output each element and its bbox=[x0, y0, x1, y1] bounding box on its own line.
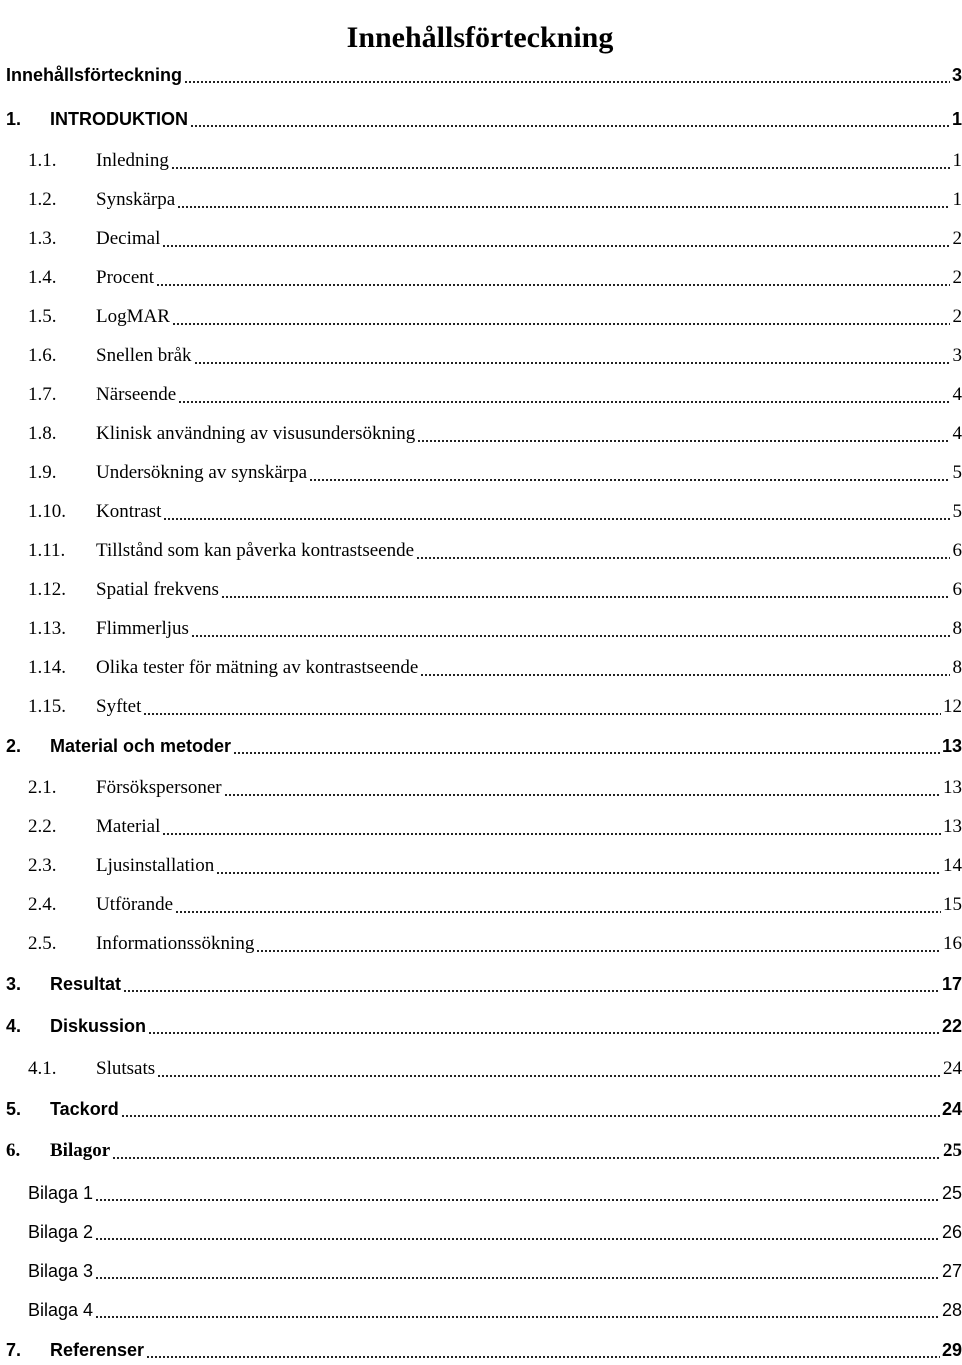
dot-leader bbox=[95, 1238, 940, 1240]
toc-entry-text bbox=[28, 150, 169, 176]
toc-entry-page-number: 1 bbox=[951, 109, 962, 129]
toc-entry[interactable] bbox=[0, 382, 962, 410]
toc-entry-number: 7. bbox=[6, 1340, 22, 1360]
toc-entry-label: Närseende bbox=[96, 384, 177, 405]
toc-entry-label: Bilagor bbox=[50, 1140, 111, 1161]
toc-entry-number: 6. bbox=[6, 1140, 21, 1161]
toc-entry-page-number: 27 bbox=[941, 1261, 962, 1281]
toc-entry-text bbox=[28, 696, 141, 722]
dot-leader bbox=[224, 794, 941, 796]
toc-entry-page-number: 13 bbox=[943, 816, 962, 837]
dot-leader bbox=[177, 206, 950, 208]
toc-entry-label: Material och metoder bbox=[50, 736, 232, 756]
toc-entry-number: 4.1. bbox=[28, 1058, 57, 1079]
toc-entry-text bbox=[28, 501, 161, 527]
toc-entry-page-number: 2 bbox=[952, 306, 962, 327]
toc-entry[interactable] bbox=[0, 343, 962, 371]
toc-entry[interactable] bbox=[0, 577, 962, 605]
toc-entry-label: Resultat bbox=[50, 974, 122, 994]
toc-entry-label: Informationssökning bbox=[96, 933, 255, 954]
toc-entry-text bbox=[28, 1300, 93, 1325]
toc-entry-label: Decimal bbox=[96, 228, 161, 249]
toc-entry-number: 1.12. bbox=[28, 579, 66, 600]
toc-entry-number: 1.3. bbox=[28, 228, 57, 249]
toc-entry[interactable] bbox=[0, 775, 962, 803]
toc-entry-number: 4. bbox=[6, 1016, 22, 1036]
toc-entry-number: 2.5. bbox=[28, 933, 57, 954]
toc-entry[interactable] bbox=[0, 1219, 962, 1247]
dot-leader bbox=[190, 125, 950, 127]
toc-entry-page-number: 8 bbox=[952, 657, 962, 678]
toc-entry[interactable] bbox=[0, 733, 962, 761]
toc-entry-label: Bilaga 1 bbox=[28, 1183, 94, 1203]
toc-entry-text bbox=[28, 384, 176, 410]
dot-leader bbox=[95, 1316, 940, 1318]
dot-leader bbox=[162, 245, 950, 247]
toc-entry-text bbox=[28, 657, 418, 683]
toc-entry-number: 2. bbox=[6, 736, 22, 756]
toc-entry-text bbox=[28, 1058, 155, 1084]
toc-entry-page-number: 2 bbox=[952, 228, 962, 249]
toc-entry-page-number: 5 bbox=[952, 462, 962, 483]
toc-entry[interactable] bbox=[0, 971, 962, 999]
toc-entry-text bbox=[28, 345, 192, 371]
dot-leader bbox=[95, 1199, 940, 1201]
dot-leader bbox=[194, 362, 950, 364]
toc-entry-page-number: 16 bbox=[943, 933, 962, 954]
toc-entry-number: 1.14. bbox=[28, 657, 66, 678]
toc-entry-page-number: 24 bbox=[943, 1058, 962, 1079]
dot-leader bbox=[178, 401, 950, 403]
dot-leader bbox=[221, 596, 950, 598]
toc-entry[interactable] bbox=[0, 62, 962, 90]
toc-entry[interactable] bbox=[0, 1096, 962, 1124]
toc-entry-page-number: 6 bbox=[952, 579, 962, 600]
toc-entry[interactable] bbox=[0, 1297, 962, 1325]
toc-entry-label: Ljusinstallation bbox=[96, 855, 215, 876]
toc-entry-label: Kontrast bbox=[96, 501, 162, 522]
toc-entry-page-number: 14 bbox=[943, 855, 962, 876]
toc-entry-text bbox=[28, 777, 222, 803]
toc-entry-page-number: 25 bbox=[943, 1140, 962, 1161]
toc-entry-text bbox=[28, 462, 307, 488]
toc-entry-page-number: 15 bbox=[943, 894, 962, 915]
toc-entry-page-number: 22 bbox=[941, 1016, 962, 1036]
toc-entry-number: 1.10. bbox=[28, 501, 66, 522]
toc-entry-text bbox=[6, 974, 121, 999]
toc-entry-label: Slutsats bbox=[96, 1058, 156, 1079]
toc-entry-label: LogMAR bbox=[96, 306, 170, 327]
toc-entry-label: Procent bbox=[96, 267, 155, 288]
toc-entry-text bbox=[28, 618, 189, 644]
toc-entry-page-number: 29 bbox=[941, 1340, 962, 1360]
toc-entry-label: Tillstånd som kan påverka kontrastseende bbox=[96, 540, 415, 561]
toc-entry-label: Flimmerljus bbox=[96, 618, 189, 639]
toc-entry-number: 1.13. bbox=[28, 618, 66, 639]
toc-entry-page-number: 8 bbox=[952, 618, 962, 639]
toc-entry-label: Klinisk användning av visusundersökning bbox=[96, 423, 416, 444]
toc-entry-number: 3. bbox=[6, 974, 22, 994]
dot-leader bbox=[112, 1157, 941, 1159]
toc-entry[interactable] bbox=[0, 1013, 962, 1041]
toc-entry-number: 1.8. bbox=[28, 423, 57, 444]
toc-entry-number: 5. bbox=[6, 1099, 22, 1119]
toc-entry[interactable] bbox=[0, 892, 962, 920]
toc-entry-page-number: 3 bbox=[951, 65, 962, 85]
toc-entry-label: Diskussion bbox=[50, 1016, 147, 1036]
toc-entry-number: 2.4. bbox=[28, 894, 57, 915]
toc-entry-number: 2.2. bbox=[28, 816, 57, 837]
toc-entry-label: Bilaga 4 bbox=[28, 1300, 94, 1320]
toc-entry[interactable] bbox=[0, 304, 962, 332]
dot-leader bbox=[148, 1032, 940, 1034]
dot-leader bbox=[143, 713, 941, 715]
toc-entry-text bbox=[28, 1183, 93, 1208]
dot-leader bbox=[123, 990, 940, 992]
toc-entry-text bbox=[6, 1340, 144, 1365]
toc-entry-text bbox=[28, 1261, 93, 1286]
toc-entry-page-number: 3 bbox=[952, 345, 962, 366]
toc-entry-number: 1.1. bbox=[28, 150, 57, 171]
dot-leader bbox=[309, 479, 950, 481]
toc-entry[interactable] bbox=[0, 460, 962, 488]
toc-entry[interactable] bbox=[0, 1258, 962, 1286]
toc-entry[interactable] bbox=[0, 148, 962, 176]
toc-entry[interactable] bbox=[0, 1138, 962, 1166]
dot-leader bbox=[233, 752, 940, 754]
toc-entry-label: Spatial frekvens bbox=[96, 579, 219, 600]
toc-entry-label: INTRODUKTION bbox=[50, 109, 188, 129]
toc-entry-label: Tackord bbox=[50, 1099, 119, 1119]
toc-entry-number: 1. bbox=[6, 109, 22, 129]
dot-leader bbox=[163, 518, 950, 520]
toc-entry-page-number: 26 bbox=[941, 1222, 962, 1242]
toc-entry[interactable] bbox=[0, 421, 962, 449]
toc-entry-page-number: 5 bbox=[952, 501, 962, 522]
toc-entry-label: Bilaga 2 bbox=[28, 1222, 94, 1242]
toc-entry-text bbox=[28, 894, 173, 920]
toc-entry-page-number: 1 bbox=[952, 189, 962, 210]
dot-leader bbox=[256, 950, 941, 952]
dot-leader bbox=[171, 167, 950, 169]
toc-entry-text bbox=[6, 736, 231, 761]
toc-entry-page-number: 24 bbox=[941, 1099, 962, 1119]
toc-entry-label: Undersökning av synskärpa bbox=[96, 462, 308, 483]
toc-entry-text bbox=[28, 423, 415, 449]
toc-entry-label: Referenser bbox=[50, 1340, 145, 1360]
toc-entry-number: 1.7. bbox=[28, 384, 57, 405]
toc-entry-page-number: 25 bbox=[941, 1183, 962, 1203]
toc-entry-label: Bilaga 3 bbox=[28, 1261, 94, 1281]
toc-entry-page-number: 28 bbox=[941, 1300, 962, 1320]
dot-leader bbox=[146, 1356, 940, 1358]
toc-entry-text bbox=[28, 540, 414, 566]
toc-entry-page-number: 17 bbox=[941, 974, 962, 994]
toc-entry-text bbox=[28, 855, 214, 881]
toc-entry-label: Syftet bbox=[96, 696, 142, 717]
toc-entry[interactable] bbox=[0, 265, 962, 293]
toc-entry-text bbox=[6, 1016, 146, 1041]
dot-leader bbox=[162, 833, 941, 835]
dot-leader bbox=[172, 323, 950, 325]
toc-entry[interactable] bbox=[0, 814, 962, 842]
dot-leader bbox=[417, 440, 950, 442]
page-title: Innehållsförteckning bbox=[346, 21, 614, 55]
dot-leader bbox=[191, 635, 950, 637]
dot-leader bbox=[216, 872, 941, 874]
toc-entry-text bbox=[6, 1140, 110, 1166]
dot-leader bbox=[420, 674, 950, 676]
dot-leader bbox=[157, 1075, 941, 1077]
toc-entry-text bbox=[6, 65, 182, 90]
toc-entry-label: Försökspersoner bbox=[96, 777, 222, 798]
toc-entry[interactable] bbox=[0, 538, 962, 566]
toc-entry-page-number: 12 bbox=[943, 696, 962, 717]
toc-entry-number: 2.1. bbox=[28, 777, 57, 798]
toc-entry-label: Innehållsförteckning bbox=[6, 65, 183, 85]
toc-entry-text bbox=[28, 267, 154, 293]
toc-entry-text bbox=[28, 228, 160, 254]
toc-entry-label: Snellen bråk bbox=[96, 345, 192, 366]
dot-leader bbox=[416, 557, 950, 559]
toc-entry-text bbox=[28, 189, 175, 215]
toc-entry[interactable] bbox=[0, 499, 962, 527]
dot-leader bbox=[121, 1115, 940, 1117]
toc-entry[interactable] bbox=[0, 931, 962, 959]
toc-entry[interactable] bbox=[0, 1180, 962, 1208]
toc-entry-page-number: 6 bbox=[952, 540, 962, 561]
dot-leader bbox=[156, 284, 950, 286]
toc-entry-label: Synskärpa bbox=[96, 189, 176, 210]
toc-entry-number: 1.4. bbox=[28, 267, 57, 288]
toc-entry-number: 1.15. bbox=[28, 696, 66, 717]
toc-entry-label: Utförande bbox=[96, 894, 174, 915]
toc-entry[interactable] bbox=[0, 1337, 962, 1365]
toc-entry[interactable] bbox=[0, 226, 962, 254]
toc-entry-page-number: 4 bbox=[952, 384, 962, 405]
toc-entry[interactable] bbox=[0, 616, 962, 644]
toc-entry-page-number: 13 bbox=[941, 736, 962, 756]
toc-entry[interactable] bbox=[0, 187, 962, 215]
toc-entry-number: 2.3. bbox=[28, 855, 57, 876]
toc-entry[interactable] bbox=[0, 1056, 962, 1084]
toc-entry-text bbox=[28, 933, 254, 959]
toc-entry[interactable] bbox=[0, 853, 962, 881]
toc-entry-page-number: 4 bbox=[952, 423, 962, 444]
toc-entry-label: Material bbox=[96, 816, 161, 837]
toc-entry-number: 1.9. bbox=[28, 462, 57, 483]
toc-entry-page-number: 1 bbox=[952, 150, 962, 171]
toc-entry-number: 1.11. bbox=[28, 540, 66, 561]
toc-entry-page-number: 13 bbox=[943, 777, 962, 798]
toc-entry-text bbox=[28, 816, 160, 842]
toc-entry-number: 1.2. bbox=[28, 189, 57, 210]
toc-entry-text bbox=[28, 579, 219, 605]
toc-entry-text bbox=[6, 109, 188, 134]
toc-entry-page-number: 2 bbox=[952, 267, 962, 288]
toc-entry-number: 1.6. bbox=[28, 345, 57, 366]
toc-entry[interactable] bbox=[0, 694, 962, 722]
dot-leader bbox=[175, 911, 941, 913]
dot-leader bbox=[95, 1277, 940, 1279]
toc-entry-text bbox=[28, 306, 170, 332]
dot-leader bbox=[184, 81, 950, 83]
toc-entry-text bbox=[28, 1222, 93, 1247]
toc-entry[interactable] bbox=[0, 106, 962, 134]
toc-entry-label: Inledning bbox=[96, 150, 169, 171]
toc-entry-number: 1.5. bbox=[28, 306, 57, 327]
toc-entry[interactable] bbox=[0, 655, 962, 683]
toc-entry-text bbox=[6, 1099, 119, 1124]
toc-entry-label: Olika tester för mätning av kontrastseende bbox=[96, 657, 419, 678]
